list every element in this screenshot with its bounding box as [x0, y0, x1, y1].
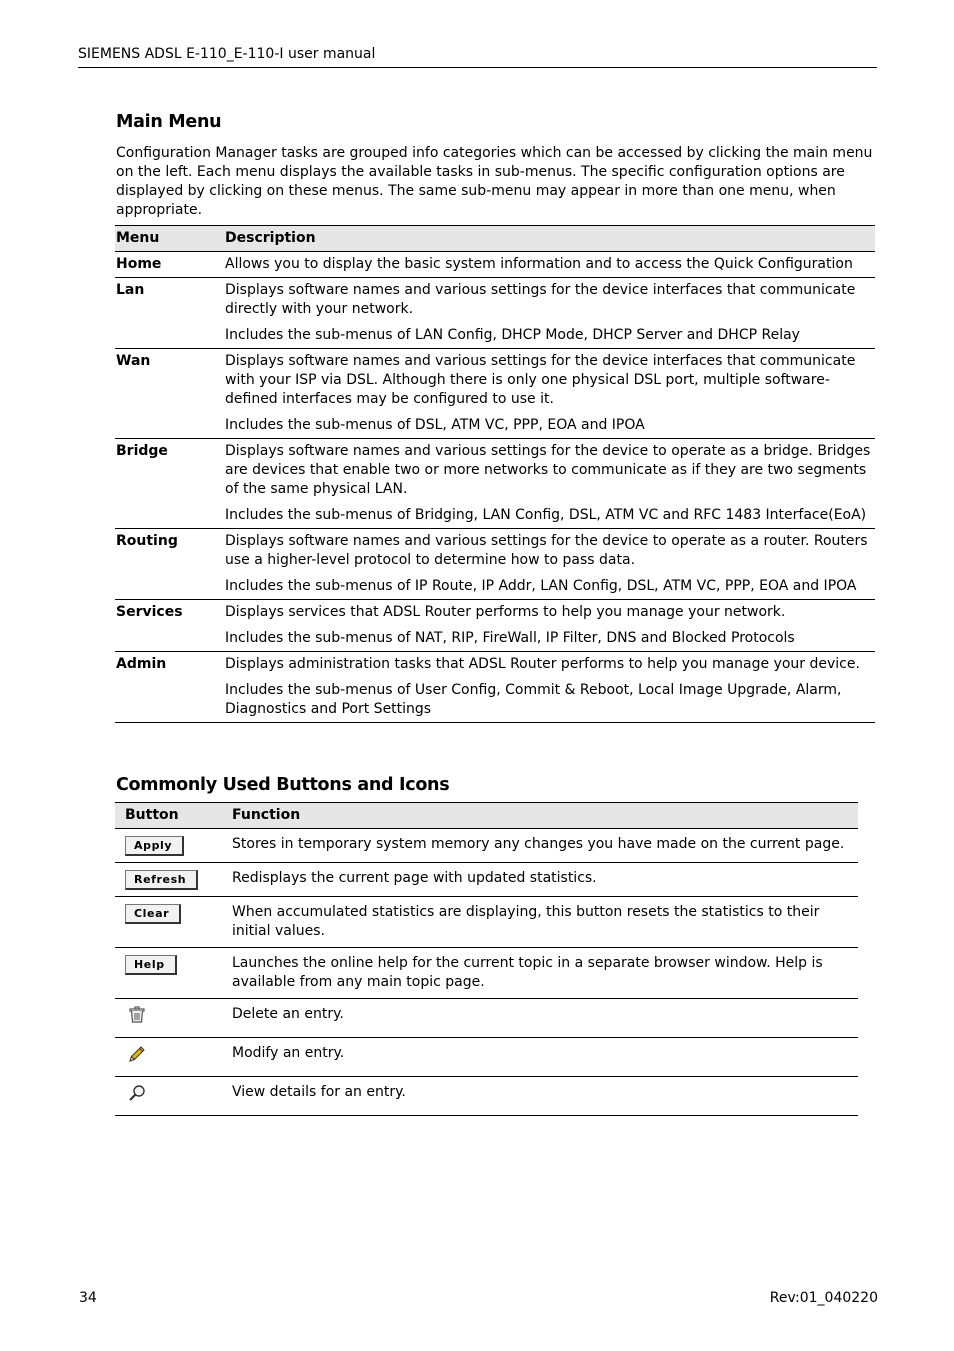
main-menu-heading: Main Menu	[116, 112, 222, 132]
pencil-icon[interactable]	[127, 1044, 147, 1064]
menu-name: Bridge	[115, 439, 224, 529]
menu-description	[224, 349, 875, 439]
table-row	[115, 439, 875, 529]
menu-description	[224, 529, 875, 600]
menu-desc-text: Displays services that ADSL Router performs to help you manage your network.	[225, 604, 786, 620]
main-menu-intro: Configuration Manager tasks are grouped info categories which can be accessed by clicking the main menu on the left. Each menu displays the available tasks in sub-menus. The specific configuration options are displayed by clicking on these menus. The same sub-menu may appear in more than one menu, when appropriate.	[116, 145, 873, 218]
button-cell	[115, 1038, 222, 1077]
table-row	[115, 600, 875, 652]
function-description: Redisplays the current page with updated statistics.	[222, 863, 858, 897]
menu-description	[224, 439, 875, 529]
button-cell	[115, 863, 222, 897]
menu-desc-text: Displays software names and various settings for the device interfaces that communicate directly with your network.	[225, 282, 856, 317]
table-row	[115, 1038, 858, 1077]
clear-button[interactable]: Clear	[125, 904, 181, 924]
menu-submenus-text: Includes the sub-menus of Bridging, LAN Config, DSL, ATM VC and RFC 1483 Interface(EoA)	[225, 507, 867, 523]
menu-name: Admin	[115, 652, 224, 723]
column-header-description: Description	[224, 226, 875, 252]
table-row	[115, 999, 858, 1038]
button-cell	[115, 897, 222, 948]
column-header-menu: Menu	[115, 226, 224, 252]
table-row	[115, 529, 875, 600]
buttons-heading: Commonly Used Buttons and Icons	[116, 775, 450, 795]
magnifier-icon[interactable]	[127, 1083, 147, 1103]
refresh-button[interactable]: Refresh	[125, 870, 198, 890]
running-header	[78, 46, 877, 68]
function-description: Stores in temporary system memory any changes you have made on the current page.	[222, 829, 858, 863]
menu-desc-text: Displays software names and various settings for the device to operate as a router. Routers use a higher-level protocol to determine how to pass data.	[225, 533, 868, 568]
buttons-icons-table	[115, 802, 858, 1116]
menu-desc-text: Displays software names and various settings for the device interfaces that communicate with your ISP via DSL. Although there is only one physical DSL port, multiple software-defined interfaces may be configured to use it.	[225, 353, 856, 407]
table-row	[115, 897, 858, 948]
menu-description	[224, 252, 875, 278]
function-description: View details for an entry.	[222, 1077, 858, 1116]
table-row	[115, 863, 858, 897]
function-description: When accumulated statistics are displaying, this button resets the statistics to their initial values.	[222, 897, 858, 948]
table-header-row	[115, 803, 858, 829]
menu-name: Lan	[115, 278, 224, 349]
main-menu-table	[115, 225, 875, 723]
page-number: 34	[79, 1290, 97, 1306]
button-cell	[115, 948, 222, 999]
table-row	[115, 349, 875, 439]
menu-description	[224, 278, 875, 349]
menu-name: Routing	[115, 529, 224, 600]
menu-description	[224, 652, 875, 723]
table-row	[115, 1077, 858, 1116]
menu-desc-text: Displays administration tasks that ADSL Router performs to help you manage your device.	[225, 656, 860, 672]
function-description: Launches the online help for the current topic in a separate browser window. Help is available from any main topic page.	[222, 948, 858, 999]
menu-submenus-text: Includes the sub-menus of DSL, ATM VC, PPP, EOA and IPOA	[225, 417, 645, 433]
menu-desc-text: Allows you to display the basic system information and to access the Quick Configuration	[225, 256, 853, 272]
table-header-row	[115, 226, 875, 252]
manual-title: SIEMENS ADSL E-110_E-110-I user manual	[78, 46, 376, 62]
column-header-button: Button	[115, 803, 222, 829]
table-row	[115, 278, 875, 349]
function-description: Modify an entry.	[222, 1038, 858, 1077]
trash-icon[interactable]	[127, 1005, 147, 1025]
menu-description	[224, 600, 875, 652]
menu-name: Home	[115, 252, 224, 278]
function-description: Delete an entry.	[222, 999, 858, 1038]
button-cell	[115, 1077, 222, 1116]
table-row	[115, 948, 858, 999]
menu-submenus-text: Includes the sub-menus of LAN Config, DHCP Mode, DHCP Server and DHCP Relay	[225, 327, 800, 343]
table-row	[115, 829, 858, 863]
column-header-function: Function	[222, 803, 858, 829]
button-cell	[115, 999, 222, 1038]
menu-desc-text: Displays software names and various settings for the device to operate as a bridge. Bridges are devices that enable two or more networks to communicate as if they are two segments of the same physical LAN.	[225, 443, 871, 497]
menu-submenus-text: Includes the sub-menus of IP Route, IP Addr, LAN Config, DSL, ATM VC, PPP, EOA and IPOA	[225, 578, 857, 594]
menu-name: Services	[115, 600, 224, 652]
revision-label: Rev:01_040220	[769, 1290, 878, 1306]
menu-submenus-text: Includes the sub-menus of User Config, Commit & Reboot, Local Image Upgrade, Alarm, Diagnostics and Port Settings	[225, 682, 842, 717]
menu-name: Wan	[115, 349, 224, 439]
button-cell	[115, 829, 222, 863]
table-row	[115, 652, 875, 723]
apply-button[interactable]: Apply	[125, 836, 184, 856]
menu-submenus-text: Includes the sub-menus of NAT, RIP, FireWall, IP Filter, DNS and Blocked Protocols	[225, 630, 795, 646]
help-button[interactable]: Help	[125, 955, 177, 975]
table-row	[115, 252, 875, 278]
